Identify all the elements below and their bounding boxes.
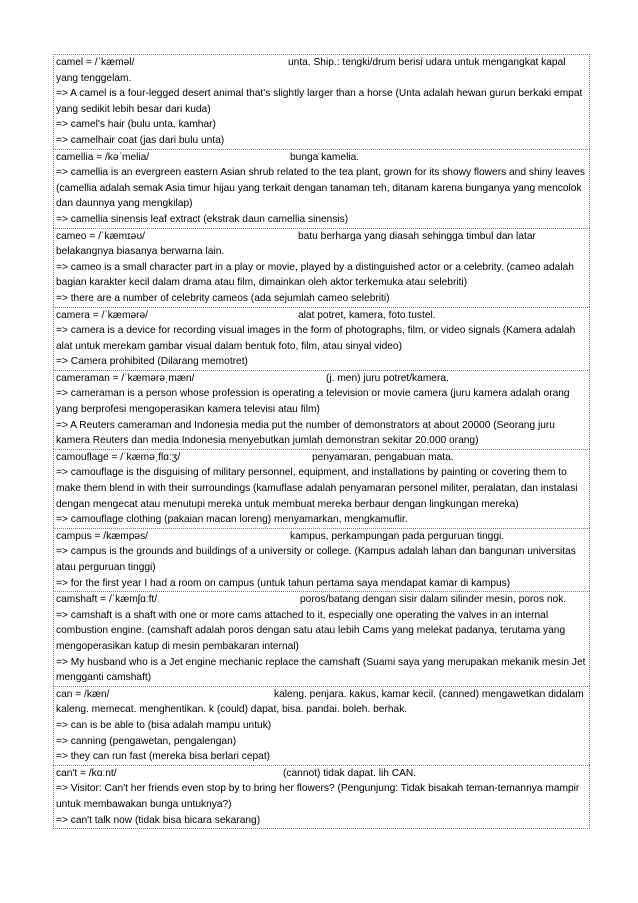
entry-example-line: => camel's hair (bulu unta, kamhar)	[56, 119, 216, 131]
entry-term: camshaft = /ˈkæmʃɑːft/	[56, 594, 158, 606]
dictionary-entry	[53, 449, 590, 528]
entry-example-line: => for the first year I had a room on campus (untuk tahun pertama saya mendapat kamar di kampus)	[56, 577, 511, 589]
entry-example-line: => there are a number of celebrity cameos (ada sejumlah cameo selebriti)	[56, 292, 390, 304]
entry-example-line: => cameraman is a person whose profession is operating a television or movie camera (juru kamera adalah orang yang berprofesi mengoperasikan kamera televisi atau film)	[56, 388, 570, 416]
entry-meaning: kaleng. penjara. kakus, kamar kecil. (canned) mengawetkan didalam kaleng. memecat. menghentikan. k (could) dapat, bisa. pandai. boleh. berhak.	[56, 688, 584, 716]
entry-example-line: => can't talk now (tidak bisa bicara sekarang)	[56, 814, 261, 826]
dictionary-entry	[53, 228, 590, 307]
entry-headword-line	[56, 55, 587, 86]
dictionary-entry	[53, 765, 590, 829]
entry-example-line: => A Reuters cameraman and Indonesia media put the number of demonstrators at about 20000 (Seorang juru kamera Reuters dan media Indonesia menyebutkan jumlah demonstran sekitar 20.000 orang)	[56, 419, 555, 447]
entry-term: camouflage = /ˈkæməˌflɑːʒ/	[56, 451, 181, 463]
entry-headword-line	[56, 529, 587, 545]
entry-meaning: (cannot) tidak dapat. lih CAN.	[283, 767, 417, 779]
entry-headword-line	[56, 229, 587, 260]
entry-example-line: => cameo is a small character part in a play or movie, played by a distinguished actor or a celebrity. (cameo adalah bagian karakter kecil dalam drama atau film, dimainkan oleh aktor terkemuka atau selebriti)	[56, 261, 574, 289]
entry-example-line: => they can run fast (mereka bisa berlari cepat)	[56, 751, 271, 763]
entry-term: camel = /ˈkæməl/	[56, 57, 135, 68]
entry-term: campus = /kæmpəs/	[56, 530, 149, 542]
dictionary-entry	[53, 528, 590, 591]
entry-headword-line	[56, 766, 587, 782]
entry-example-line: => My husband who is a Jet engine mechanic replace the camshaft (Suami saya yang merupakan mekanik mesin Jet mengganti camshaft)	[56, 656, 586, 684]
entry-meaning: poros/batang dengan sisir dalam silinder mesin, poros nok.	[300, 594, 567, 606]
entry-meaning: bunga kamelia.	[290, 151, 360, 163]
entry-example-line: => campus is the grounds and buildings of a university or college. (Kampus adalah lahan dan bangunan universitas atau perguruan tinggi)	[56, 546, 576, 573]
entry-example-line: => camshaft is a shaft with one or more cams attached to it, especially one operating the valves in an internal combustion engine. (camshaft adalah poros dengan satu atau lebih Cams yang melekat padanya, terutama yang mengoperasikan katup di mesin pembakaran internal)	[56, 609, 566, 652]
entry-meaning: (j. men) juru potret/kamera.	[326, 372, 449, 384]
entry-list	[53, 54, 590, 829]
dictionary-entry	[53, 370, 590, 449]
entry-example-line: => camellia sinensis leaf extract (ekstrak daun camellia sinensis)	[56, 213, 349, 225]
entry-example-line: => Camera prohibited (Dilarang memotret)	[56, 356, 248, 368]
entry-meaning: alat potret, kamera, foto tustel.	[298, 309, 436, 321]
entry-term: cameo = /ˈkæmɪəʊ/	[56, 230, 145, 242]
dictionary-entry	[53, 149, 590, 228]
entry-headword-line	[56, 592, 587, 608]
entry-headword-line	[56, 687, 587, 718]
dictionary-entry	[53, 307, 590, 370]
entry-headword-line	[56, 308, 587, 324]
dictionary-page	[53, 54, 590, 829]
entry-headword-line	[56, 371, 587, 387]
entry-example-line: => can is be able to (bisa adalah mampu untuk)	[56, 719, 272, 731]
entry-term: cameraman = /ˈkæmərəˌmæn/	[56, 372, 195, 384]
dictionary-entry	[53, 686, 590, 765]
entry-example-line: => camellia is an evergreen eastern Asian shrub related to the tea plant, grown for its showy flowers and shiny leaves (camellia adalah semak Asia timur hijau yang terkait dengan tanaman teh, ditanam karena bunganya yang mencolok dan daunnya yang mengkilap)	[56, 167, 585, 210]
entry-meaning: penyamaran, pengabuan mata.	[312, 451, 454, 463]
entry-example-line: => camera is a device for recording visual images in the form of photographs, film, or video signals (Kamera adalah alat untuk merekam gambar visual dalam bentuk foto, film, atau sinyal video)	[56, 325, 576, 352]
entry-example-line: => camelhair coat (jas dari bulu unta)	[56, 134, 225, 146]
entry-example-line: => camouflage clothing (pakaian macan loreng) menyamarkan, mengkamuflir.	[56, 514, 408, 526]
dictionary-entry	[53, 591, 590, 686]
entry-example-line: => camouflage is the disguising of military personnel, equipment, and installations by painting or covering them to make them blend in with their surroundings (kamuflase adalah penyamaran personel militer, peralatan, dan instalasi dengan mengecat atau menutupi mereka untuk membuat mereka berbaur dengan lingkungan mereka)	[56, 467, 578, 510]
entry-term: can = /kæn/	[56, 688, 110, 700]
entry-term: camellia = /kəˈmelia/	[56, 151, 150, 163]
entry-example-line: => Visitor: Can't her friends even stop by to bring her flowers? (Pengunjung: Tidak bisakah teman-temannya mampir untuk membawakan bunga untuknya?)	[56, 783, 580, 810]
entry-meaning: unta. Ship.: tengki/drum berisi udara untuk mengangkat kapal yang tenggelam.	[56, 57, 566, 84]
entry-example-line: => A camel is a four-legged desert animal that's slightly larger than a horse (Unta adalah hewan gurun berkaki empat yang sedikit lebih besar dari kuda)	[56, 88, 583, 115]
entry-meaning: batu berharga yang diasah sehingga timbul dan latar belakangnya biasanya berwarna lain.	[56, 230, 536, 258]
entry-meaning: kampus, perkampungan pada perguruan tinggi.	[290, 530, 505, 542]
entry-term: camera = /ˈkæmərə/	[56, 309, 148, 321]
entry-headword-line	[56, 150, 587, 166]
dictionary-entry	[53, 54, 590, 149]
entry-term: can't = /kɑːnt/	[56, 767, 117, 779]
entry-example-line: => canning (pengawetan, pengalengan)	[56, 735, 237, 747]
entry-headword-line	[56, 450, 587, 466]
